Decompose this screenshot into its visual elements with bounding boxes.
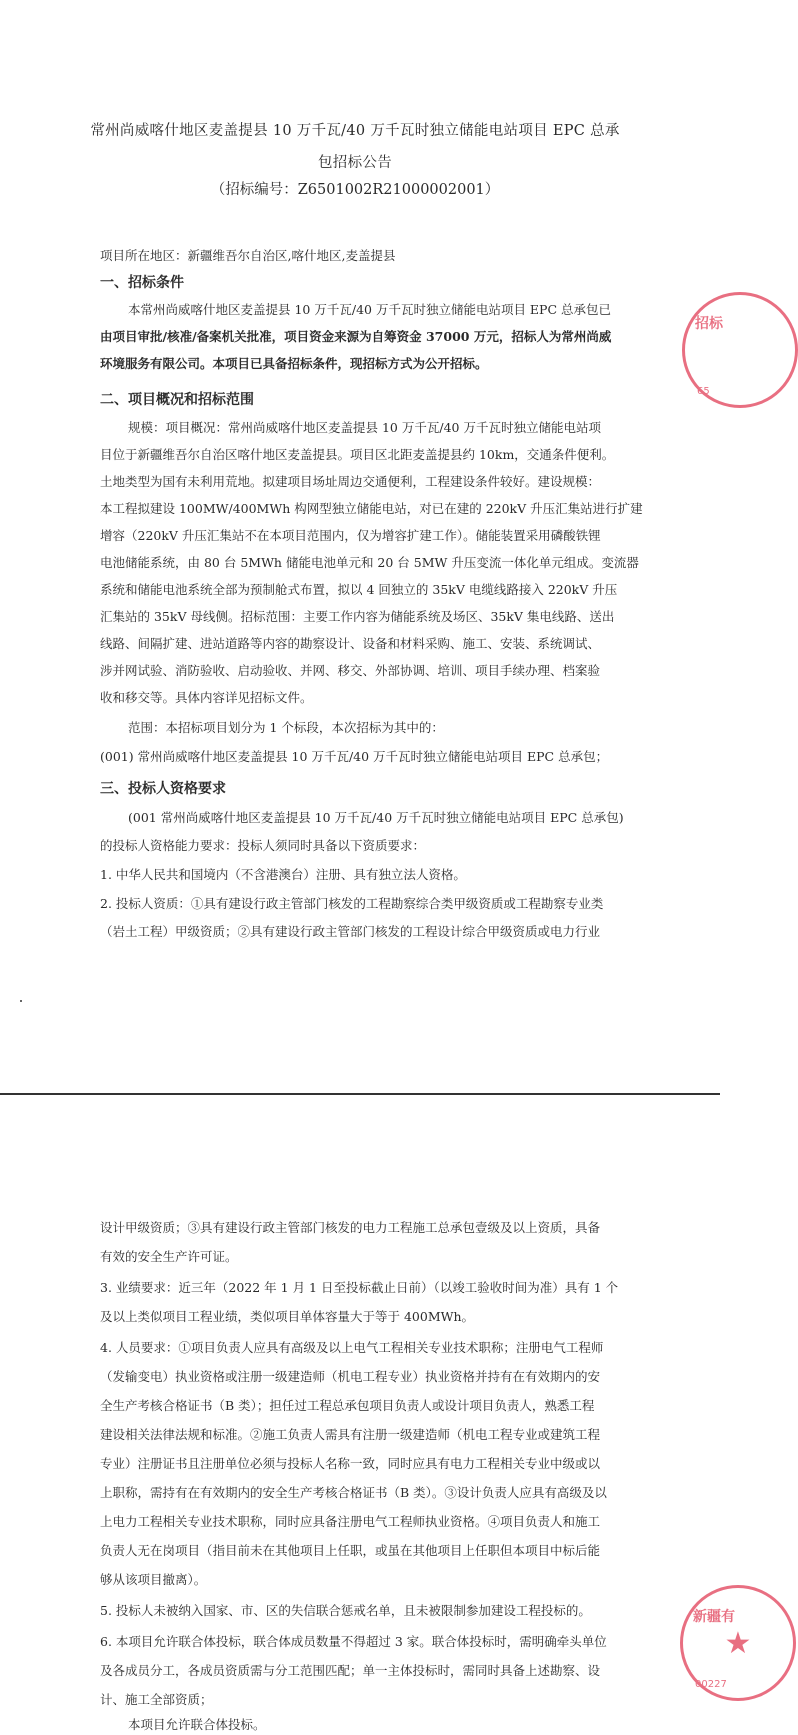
page2-last-line: 本项目允许联合体投标。 [128, 1717, 266, 1732]
seal-text: 招标 [695, 316, 723, 332]
section1-line: 环境服务有限公司。本项目已具备招标条件，现招标方式为公开招标。 [100, 356, 488, 371]
page2-line: 计、施工全部资质； [100, 1692, 213, 1707]
page2-line: 负责人无在岗项目（指目前未在其他项目上任职，或虽在其他项目上任职但本项目中标后能 [100, 1543, 601, 1558]
requirement-2-line: （岩土工程）甲级资质；②具有建设行政主管部门核发的工程设计综合甲级资质或电力行业 [100, 924, 601, 939]
section1-line: 由项目审批/核准/备案机关批准，项目资金来源为自筹资金 37000 万元，招标人为常州尚威 [100, 329, 612, 344]
section2-line: 土地类型为国有未利用荒地。拟建项目场址周边交通便利，工程建设条件较好。建设规模： [100, 474, 601, 489]
page2-line: 5. 投标人未被纳入国家、市、区的失信联合惩戒名单，且未被限制参加建设工程投标的。 [100, 1603, 591, 1618]
section1-line: 本常州尚威喀什地区麦盖提县 10 万千瓦/40 万千瓦时独立储能电站项目 EPC 总承包已 [128, 302, 611, 317]
scope-line: 范围：本招标项目划分为 1 个标段，本次招标为其中的： [128, 720, 444, 735]
page2-line: 设计甲级资质；③具有建设行政主管部门核发的电力工程施工总承包壹级及以上资质，具备 [100, 1220, 601, 1235]
lot-line: (001) 常州尚威喀什地区麦盖提县 10 万千瓦/40 万千瓦时独立储能电站项目 EPC 总承包； [100, 749, 609, 764]
page2-line: 有效的安全生产许可证。 [100, 1249, 238, 1264]
requirement-1: 1. 中华人民共和国境内（不含港澳台）注册、具有独立法人资格。 [100, 867, 466, 882]
page2-line: 建设相关法律法规和标准。②施工负责人需具有注册一级建造师（机电工程专业或建筑工程 [100, 1427, 601, 1442]
document-title [85, 115, 625, 179]
page2-line: 3. 业绩要求：近三年（2022 年 1 月 1 日至投标截止日前）（以竣工验收时间为准）具有 1 个 [100, 1280, 619, 1295]
seal-number: 65 [697, 386, 710, 397]
project-region: 项目所在地区：新疆维吾尔自治区,喀什地区,麦盖提县 [100, 248, 396, 263]
section3-line: (001 常州尚威喀什地区麦盖提县 10 万千瓦/40 万千瓦时独立储能电站项目 EPC 总承包) [128, 810, 624, 825]
red-seal-stamp [680, 1585, 796, 1701]
section2-line: 本工程拟建设 100MW/400MWh 构网型独立储能电站，对已在建的 220kV 升压汇集站进行扩建 [100, 501, 643, 516]
page2-line: 全生产考核合格证书（B 类）；担任过工程总承包项目负责人或设计项目负责人，熟悉工程 [100, 1398, 595, 1413]
requirement-2-line: 2. 投标人资质：①具有建设行政主管部门核发的工程勘察综合类甲级资质或工程勘察专业类 [100, 896, 604, 911]
red-seal-stamp [682, 292, 798, 408]
page2-line: 及各成员分工，各成员资质需与分工范围匹配；单一主体投标时，需同时具备上述勘察、设 [100, 1663, 601, 1678]
section2-line: 涉并网试验、消防验收、启动验收、并网、移交、外部协调、培训、项目手续办理、档案验 [100, 663, 601, 678]
seal-star-icon: ★ [724, 1625, 752, 1661]
section3-heading: 三、投标人资格要求 [100, 781, 226, 797]
seal-number: 00227 [695, 1679, 727, 1690]
seal-text: 新疆有 [693, 1609, 735, 1625]
section2-line: 目位于新疆维吾尔自治区喀什地区麦盖提县。项目区北距麦盖提县约 10km，交通条件便利。 [100, 447, 615, 462]
title-line-2: 包招标公告 [318, 155, 392, 171]
section2-line: 线路、间隔扩建、进站道路等内容的勘察设计、设备和材料采购、施工、安装、系统调试、 [100, 636, 601, 651]
section2-line: 收和移交等。具体内容详见招标文件。 [100, 690, 313, 705]
section2-line: 增容（220kV 升压汇集站不在本项目范围内，仅为增容扩建工作）。储能装置采用磷酸铁锂 [100, 528, 601, 543]
section2-heading: 二、项目概况和招标范围 [100, 392, 254, 408]
page2-line: 及以上类似项目工程业绩，类似项目单体容量大于等于 400MWh。 [100, 1309, 475, 1324]
page2-line: 4. 人员要求：①项目负责人应具有高级及以上电气工程相关专业技术职称；注册电气工程师 [100, 1340, 604, 1355]
section2-line: 系统和储能电池系统全部为预制舱式布置，拟以 4 回独立的 35kV 电缆线路接入 220kV 升压 [100, 582, 618, 597]
page2-line: （发输变电）执业资格或注册一级建造师（机电工程专业）执业资格并持有在有效期内的安 [100, 1369, 601, 1384]
page2-line: 上职称，需持有在有效期内的安全生产考核合格证书（B 类）。③设计负责人应具有高级及以 [100, 1485, 607, 1500]
section3-line: 的投标人资格能力要求：投标人须同时具备以下资质要求： [100, 838, 426, 853]
scan-speck [20, 1000, 22, 1002]
document-page-2 [0, 1095, 752, 1735]
section2-line: 汇集站的 35kV 母线侧。招标范围：主要工作内容为储能系统及场区、35kV 集电线路、送出 [100, 609, 615, 624]
page2-line: 够从该项目撤离）。 [100, 1572, 207, 1587]
section2-line: 规模：项目概况：常州尚威喀什地区麦盖提县 10 万千瓦/40 万千瓦时独立储能电站项 [128, 420, 601, 435]
title-line-1: 常州尚威喀什地区麦盖提县 10 万千瓦/40 万千瓦时独立储能电站项目 EPC 总承 [90, 123, 620, 139]
page2-line: 6. 本项目允许联合体投标，联合体成员数量不得超过 3 家。联合体投标时，需明确牵头单位 [100, 1634, 607, 1649]
section1-heading: 一、招标条件 [100, 275, 184, 291]
page2-line: 专业）注册证书且注册单位必须与投标人名称一致，同时应具有电力工程相关专业中级或以 [100, 1456, 601, 1471]
section2-line: 电池储能系统，由 80 台 5MWh 储能电池单元和 20 台 5MW 升压变流一体化单元组成。变流器 [100, 555, 639, 570]
tender-code: （招标编号：Z6501002R21000002001） [210, 182, 500, 198]
page2-line: 上电力工程相关专业技术职称，同时应具备注册电气工程师执业资格。④项目负责人和施工 [100, 1514, 601, 1529]
